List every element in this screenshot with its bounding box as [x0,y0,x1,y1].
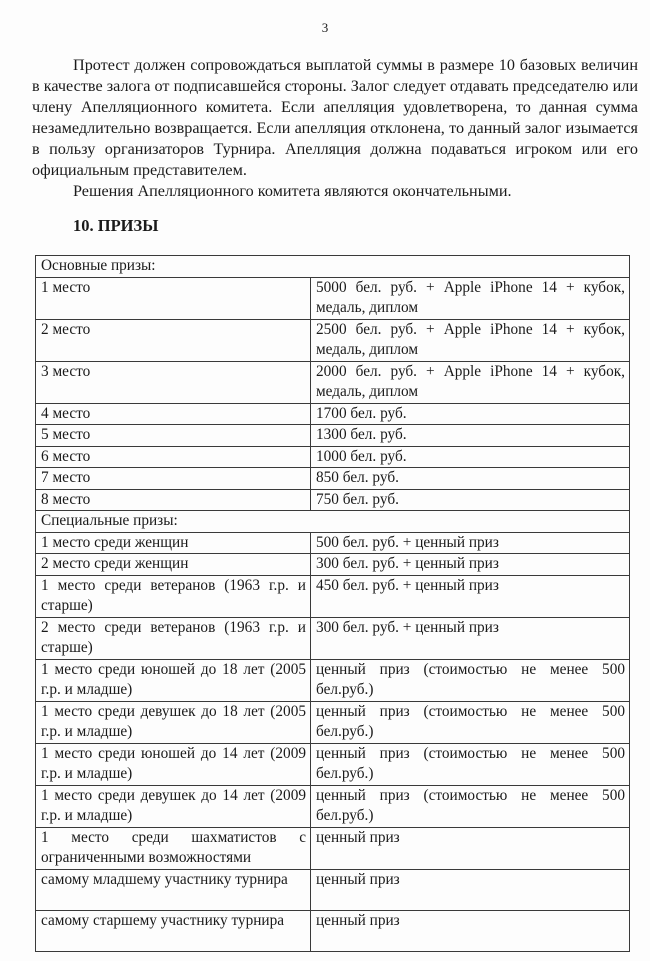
prize-cell: 1700 бел. руб. [311,403,630,425]
prizes-table [35,255,630,952]
table-row [36,361,630,403]
table-row [36,659,630,701]
place-cell: 6 место [36,446,311,468]
paragraph-protest-deposit: Протест должен сопровождаться выплатой суммы в размере 10 базовых величин в качестве залога от подписавшейся стороны. Залог следует отдавать председателю или члену Апелляционного комитета. Если апелляция удовлетворена, то данная сумма незамедлительно возвращается. Если апелляция отклонена, то данный залог изымается в пользу организаторов Турнира. Апелляция должна подаваться игроком или его официальным представителем. [32,56,638,179]
main-prizes-header: Основные призы: [36,256,630,278]
table-row [36,910,630,951]
prize-cell: 750 бел. руб. [311,489,630,511]
place-cell: 5 место [36,425,311,447]
table-row [36,425,630,447]
table-row [36,489,630,511]
page-number: 3 [321,20,329,35]
place-cell: 8 место [36,489,311,511]
prize-cell: ценный приз [311,869,630,910]
place-cell: 2 место среди женщин [36,554,311,576]
protest-paragraph [32,55,638,181]
prize-cell: 1300 бел. руб. [311,425,630,447]
place-cell: 3 место [36,361,311,403]
prize-cell: 5000 бел. руб. + Apple iPhone 14 + кубок, медаль, диплом [311,277,630,319]
table-row [36,532,630,554]
paragraph-final-decisions: Решения Апелляционного комитета являются окончательными. [73,182,512,200]
place-cell: 1 место среди юношей до 14 лет (2009 г.р. и младше) [36,743,311,785]
place-cell: 1 место среди девушек до 18 лет (2005 г.р. и младше) [36,701,311,743]
place-cell: 1 место среди юношей до 18 лет (2005 г.р. и младше) [36,659,311,701]
place-cell: 1 место среди девушек до 14 лет (2009 г.р. и младше) [36,785,311,827]
table-row [36,617,630,659]
prize-cell: 2500 бел. руб. + Apple iPhone 14 + кубок, медаль, диплом [311,319,630,361]
table-row [36,575,630,617]
prize-cell: ценный приз [311,827,630,869]
table-row [36,785,630,827]
prize-cell: 500 бел. руб. + ценный приз [311,532,630,554]
table-row [36,403,630,425]
table-row [36,319,630,361]
prize-cell: 2000 бел. руб. + Apple iPhone 14 + кубок, медаль, диплом [311,361,630,403]
prize-cell: ценный приз [311,910,630,951]
prize-cell: 1000 бел. руб. [311,446,630,468]
place-cell: 1 место среди шахматистов с ограниченными возможностями [36,827,311,869]
prize-cell: 850 бел. руб. [311,468,630,490]
place-cell: 2 место среди ветеранов (1963 г.р. и старше) [36,617,311,659]
table-row [36,701,630,743]
place-cell: 1 место среди женщин [36,532,311,554]
place-cell: самому старшему участнику турнира [36,910,311,951]
prize-cell: 450 бел. руб. + ценный приз [311,575,630,617]
place-cell: 7 место [36,468,311,490]
prize-cell: ценный приз (стоимостью не менее 500 бел.руб.) [311,743,630,785]
special-prizes-header: Специальные призы: [36,511,630,533]
place-cell: самому младшему участнику турнира [36,869,311,910]
table-row [36,827,630,869]
decisions-paragraph [32,181,638,202]
prize-cell: ценный приз (стоимостью не менее 500 бел.руб.) [311,785,630,827]
prize-cell: ценный приз (стоимостью не менее 500 бел.руб.) [311,659,630,701]
place-cell: 1 место [36,277,311,319]
table-row [36,743,630,785]
section-heading-prizes: 10. ПРИЗЫ [73,216,159,235]
place-cell: 1 место среди ветеранов (1963 г.р. и старше) [36,575,311,617]
table-row [36,277,630,319]
main-prizes-header-row [36,256,630,278]
prize-cell: 300 бел. руб. + ценный приз [311,617,630,659]
place-cell: 4 место [36,403,311,425]
special-prizes-header-row [36,511,630,533]
table-row [36,554,630,576]
prize-cell: ценный приз (стоимостью не менее 500 бел.руб.) [311,701,630,743]
prize-cell: 300 бел. руб. + ценный приз [311,554,630,576]
place-cell: 2 место [36,319,311,361]
table-row [36,468,630,490]
table-row [36,869,630,910]
table-row [36,446,630,468]
